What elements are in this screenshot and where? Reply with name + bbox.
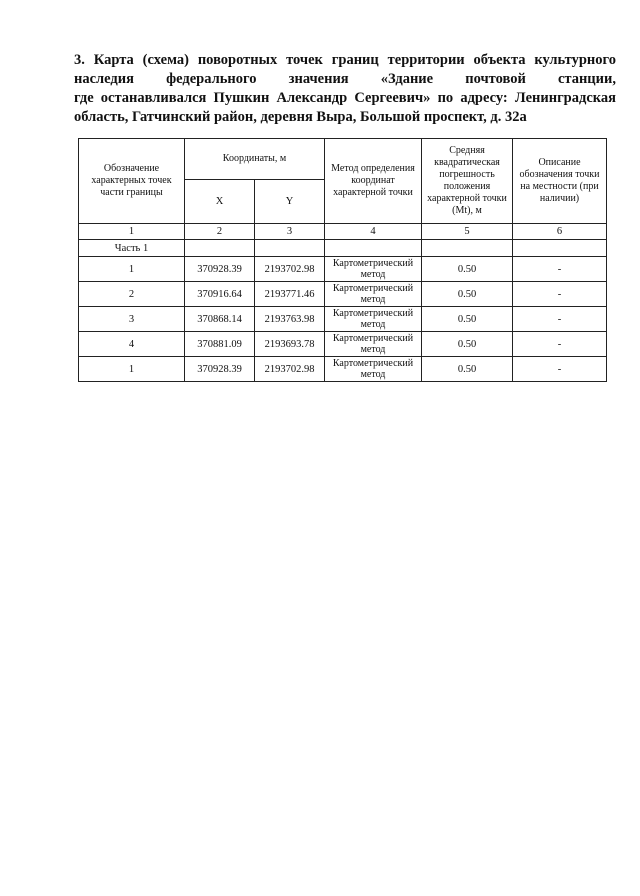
part-row <box>79 240 607 257</box>
column-number: 2 <box>185 224 255 240</box>
header-coordinates: Координаты, м <box>185 139 325 180</box>
cell-x: 370868.14 <box>185 307 255 332</box>
header-point: Обозначение характерных точек части границы <box>79 139 185 224</box>
cell-y: 2193771.46 <box>255 282 325 307</box>
empty-cell <box>255 240 325 257</box>
empty-cell <box>325 240 422 257</box>
cell-point: 2 <box>79 282 185 307</box>
empty-cell <box>185 240 255 257</box>
cell-error: 0.50 <box>422 357 513 382</box>
table-row <box>79 257 607 282</box>
cell-method: Картометрический метод <box>325 332 422 357</box>
cell-y: 2193763.98 <box>255 307 325 332</box>
header-error: Средняя квадратическая погрешность положения характерной точки (Mt), м <box>422 139 513 224</box>
cell-y: 2193702.98 <box>255 257 325 282</box>
table-row <box>79 307 607 332</box>
cell-x: 370928.39 <box>185 357 255 382</box>
header-method: Метод определения координат характерной точки <box>325 139 422 224</box>
heading-line: наследия федерального значения «Здание почтовой станции, <box>74 71 616 87</box>
header-y: Y <box>255 180 325 224</box>
cell-y: 2193693.78 <box>255 332 325 357</box>
column-number: 3 <box>255 224 325 240</box>
cell-x: 370928.39 <box>185 257 255 282</box>
header-description: Описание обозначения точки на местности (при наличии) <box>513 139 607 224</box>
cell-point: 1 <box>79 257 185 282</box>
cell-method: Картометрический метод <box>325 307 422 332</box>
cell-error: 0.50 <box>422 282 513 307</box>
cell-point: 4 <box>79 332 185 357</box>
column-number-row <box>79 224 607 240</box>
cell-description: - <box>513 332 607 357</box>
header-x: X <box>185 180 255 224</box>
column-number: 5 <box>422 224 513 240</box>
column-number: 1 <box>79 224 185 240</box>
empty-cell <box>422 240 513 257</box>
cell-point: 1 <box>79 357 185 382</box>
cell-description: - <box>513 307 607 332</box>
heading-line: область, Гатчинский район, деревня Выра, Большой проспект, д. 32а <box>74 109 527 125</box>
cell-method: Картометрический метод <box>325 282 422 307</box>
cell-method: Картометрический метод <box>325 357 422 382</box>
heading-line: 3. Карта (схема) поворотных точек границ территории объекта культурного <box>74 52 616 68</box>
column-number: 6 <box>513 224 607 240</box>
cell-y: 2193702.98 <box>255 357 325 382</box>
table-row <box>79 332 607 357</box>
cell-description: - <box>513 282 607 307</box>
column-number: 4 <box>325 224 422 240</box>
cell-x: 370916.64 <box>185 282 255 307</box>
cell-error: 0.50 <box>422 257 513 282</box>
heading-line: где останавливался Пушкин Александр Сергеевич» по адресу: Ленинградская <box>74 90 616 106</box>
cell-method: Картометрический метод <box>325 257 422 282</box>
cell-error: 0.50 <box>422 332 513 357</box>
cell-description: - <box>513 257 607 282</box>
cell-error: 0.50 <box>422 307 513 332</box>
cell-point: 3 <box>79 307 185 332</box>
document-heading <box>74 51 616 127</box>
part-label: Часть 1 <box>79 240 185 257</box>
table-row <box>79 282 607 307</box>
cell-x: 370881.09 <box>185 332 255 357</box>
empty-cell <box>513 240 607 257</box>
cell-description: - <box>513 357 607 382</box>
table-row <box>79 357 607 382</box>
coordinates-table <box>78 138 607 382</box>
